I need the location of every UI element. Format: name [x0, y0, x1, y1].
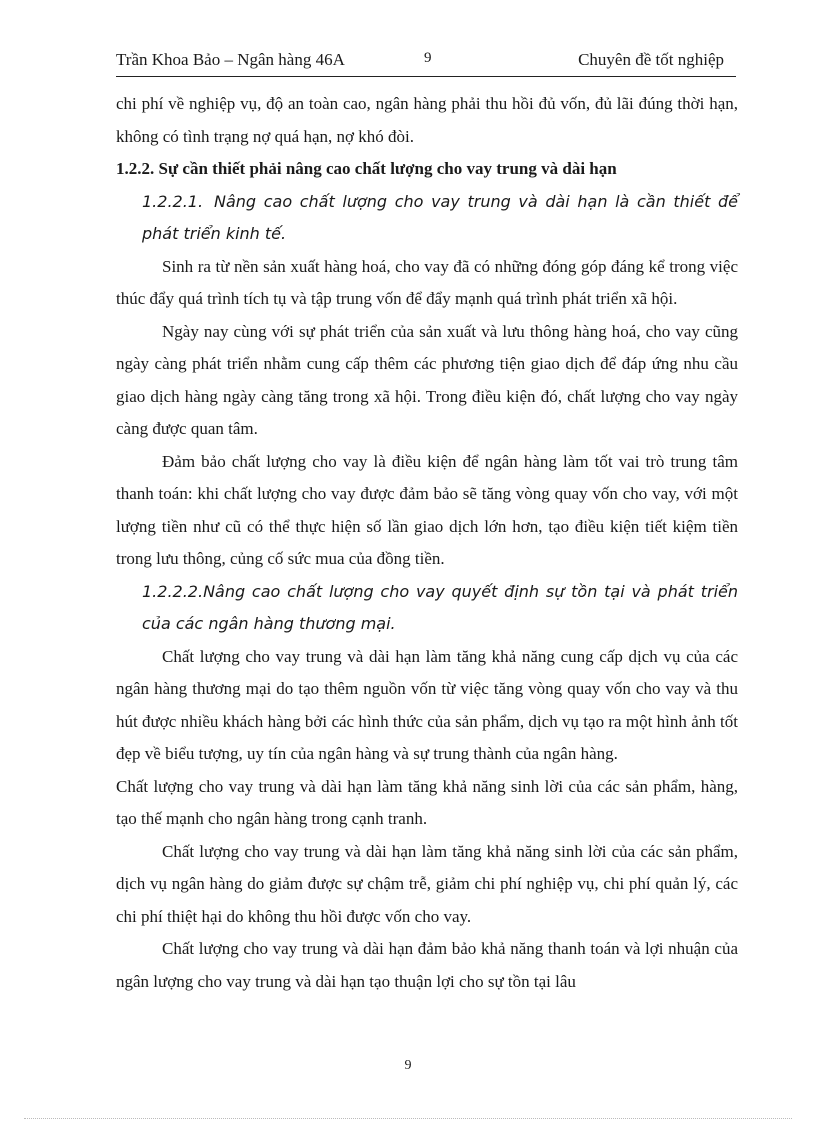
paragraph: Chất lượng cho vay trung và dài hạn làm tăng khả năng cung cấp dịch vụ của các ngân hàng thương mại do tạo thêm nguồn vốn từ việc tăng vòng quay vốn cho vay và thu hút được nhiều khách hàng bởi các hình thức của sản phẩm, dịch vụ tạo ra một hình ảnh tốt đẹp về biểu tượng, uy tín của ngân hàng và sự trung thành của ngân hàng.: [116, 646, 738, 763]
header-topic: Chuyên đề tốt nghiệp: [578, 50, 724, 69]
subsection-title: Nâng cao chất lượng cho vay trung và dài hạn là cần thiết để phát triển kinh tế.: [142, 191, 738, 243]
paragraph: Ngày nay cùng với sự phát triển của sản xuất và lưu thông hàng hoá, cho vay cũng ngày càng phát triển nhằm cung cấp thêm các phương tiện giao dịch để đáp ứng nhu cầu giao dịch hàng ngày càng tăng trong xã hội. Trong điều kiện đó, chất lượng cho vay ngày càng được quan tâm.: [116, 321, 738, 438]
paragraph: Sinh ra từ nền sản xuất hàng hoá, cho vay đã có những đóng góp đáng kể trong việc thúc đẩy quá trình tích tụ và tập trung vốn để đẩy mạnh quá trình phát triển xã hội.: [116, 256, 738, 308]
subsection-number: 1.2.2.1.: [142, 191, 204, 211]
paragraph: Chất lượng cho vay trung và dài hạn làm tăng khả năng sinh lời của các sản phẩm, hàng, tạo thế mạnh cho ngân hàng trong cạnh tranh.: [116, 776, 738, 828]
body-text: [116, 88, 738, 998]
page-header: [116, 46, 736, 77]
paragraph: Đảm bảo chất lượng cho vay là điều kiện để ngân hàng làm tốt vai trò trung tâm thanh toán: khi chất lượng cho vay được đảm bảo sẽ tăng vòng quay vốn cho vay, với một lượng tiền như cũ có thể thực hiện số lần giao dịch lớn hơn, tạo điều kiện tiết kiệm tiền trong lưu thông, củng cố sức mua của đồng tiền.: [116, 451, 738, 568]
header-page-number: 9: [424, 50, 432, 66]
subsection-heading-1-2-2-2: 1.2.2.2.Nâng cao chất lượng cho vay quyết định sự tồn tại và phát triển của các ngân hàng thương mại.: [142, 581, 738, 633]
paragraph: Chất lượng cho vay trung và dài hạn làm tăng khả năng sinh lời của các sản phẩm, dịch vụ ngân hàng do giảm được sự chậm trễ, giảm chi phí nghiệp vụ, chi phí quản lý, các chi phí thiệt hại do không thu hồi được vốn cho vay.: [116, 841, 738, 926]
paragraph: Chất lượng cho vay trung và dài hạn đảm bảo khả năng thanh toán và lợi nhuận của ngân lượng cho vay trung và dài hạn tạo thuận lợi cho sự tồn tại lâu: [116, 939, 738, 991]
footer-page-number: 9: [404, 1058, 412, 1073]
subsection-heading-1-2-2-1: [116, 186, 738, 251]
header-author: Trần Khoa Bảo – Ngân hàng 46A: [116, 50, 345, 69]
page-bottom-divider: [24, 1118, 792, 1119]
section-heading-1-2-2: 1.2.2. Sự cần thiết phải nâng cao chất lượng cho vay trung và dài hạn: [116, 159, 617, 178]
paragraph-continuation: chi phí về nghiệp vụ, độ an toàn cao, ngân hàng phải thu hồi đủ vốn, đủ lãi đúng thời hạn, không có tình trạng nợ quá hạn, nợ khó đòi.: [116, 94, 738, 146]
